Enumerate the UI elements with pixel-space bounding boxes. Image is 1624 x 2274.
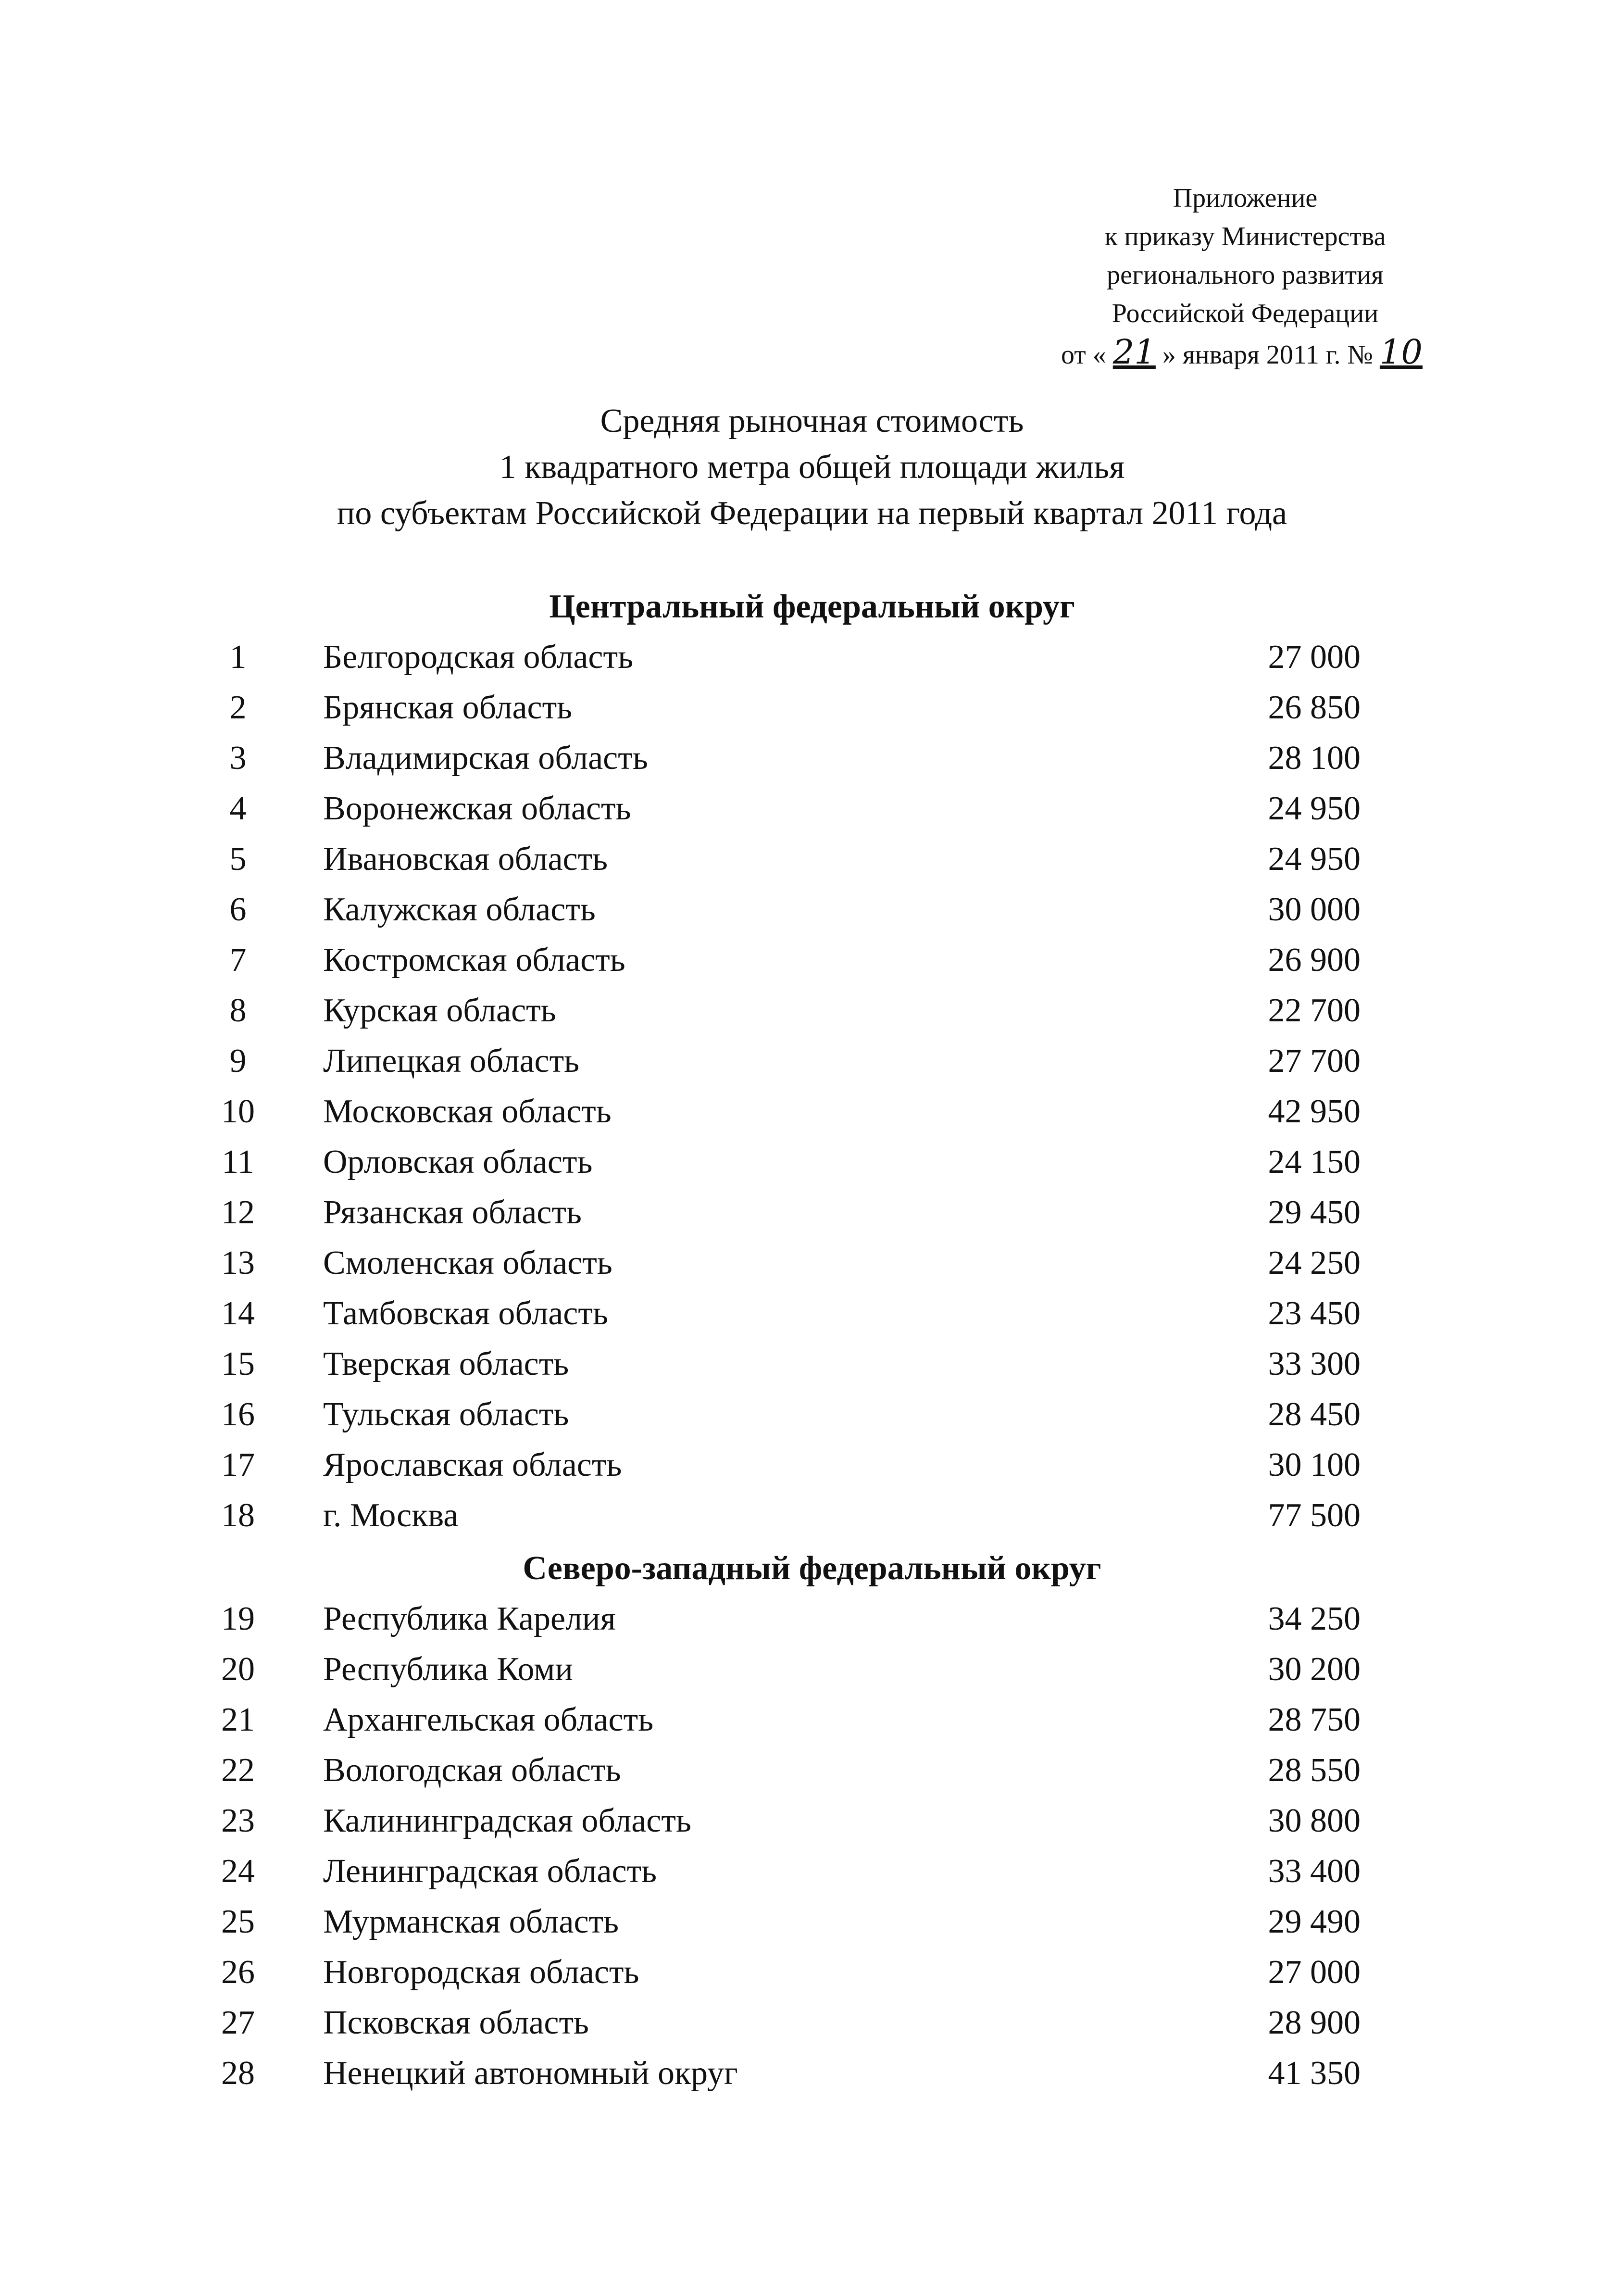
row-number: 5 [229, 841, 247, 878]
row-number: 16 [221, 1396, 255, 1433]
table-row [0, 1339, 1624, 1389]
region-name: Ленинградская область [323, 1853, 657, 1890]
region-name: Тамбовская область [323, 1295, 608, 1332]
handwritten-order-number: 10 [1379, 332, 1423, 372]
region-name: Ивановская область [323, 841, 608, 878]
table-row [0, 2048, 1624, 2098]
region-name: Республика Карелия [323, 1600, 616, 1637]
table-row [0, 1594, 1624, 1644]
table-row [0, 733, 1624, 783]
appendix-line-2: к приказу Министерства [1104, 222, 1386, 251]
price-value: 27 000 [1268, 639, 1361, 676]
appendix-date-line [976, 333, 1514, 374]
region-name: г. Москва [323, 1497, 459, 1534]
table-row [0, 1087, 1624, 1137]
date-middle: » января 2011 г. № [1162, 340, 1373, 370]
region-name: Орловская область [323, 1143, 593, 1181]
handwritten-day: 21 [1112, 332, 1156, 372]
table-row [0, 1036, 1624, 1086]
region-name: Тверская область [323, 1345, 569, 1382]
region-name: Курская область [323, 992, 556, 1029]
row-number: 15 [221, 1345, 255, 1382]
region-name: Калужская область [323, 891, 596, 928]
row-number: 2 [229, 689, 247, 726]
price-value: 23 450 [1268, 1295, 1361, 1332]
row-number: 4 [229, 790, 247, 827]
region-name: Псковская область [323, 2004, 589, 2041]
row-number: 17 [221, 1446, 255, 1483]
table-row [0, 1238, 1624, 1288]
date-prefix: от « [1061, 340, 1106, 370]
price-value: 28 750 [1268, 1701, 1361, 1738]
row-number: 21 [221, 1701, 255, 1738]
row-number: 8 [229, 992, 247, 1029]
table-row [0, 1897, 1624, 1947]
price-value: 34 250 [1268, 1600, 1361, 1637]
row-number: 7 [229, 942, 247, 979]
row-number: 1 [229, 639, 247, 676]
row-number: 6 [229, 891, 247, 928]
region-name: Тульская область [323, 1396, 569, 1433]
appendix-block [976, 179, 1514, 374]
row-number: 19 [221, 1600, 255, 1637]
table-row [0, 1746, 1624, 1796]
region-name: Белгородская область [323, 639, 634, 676]
table-row [0, 1695, 1624, 1745]
price-value: 28 450 [1268, 1396, 1361, 1433]
table-row [0, 1491, 1624, 1541]
region-name: Липецкая область [323, 1043, 580, 1080]
row-number: 12 [221, 1194, 255, 1231]
row-number: 22 [221, 1752, 255, 1789]
appendix-line-3: регионального развития [1107, 260, 1384, 290]
row-number: 26 [221, 1954, 255, 1991]
table-row [0, 834, 1624, 884]
table-row [0, 1289, 1624, 1339]
appendix-line-1: Приложение [1173, 183, 1318, 213]
price-value: 77 500 [1268, 1497, 1361, 1534]
table-row [0, 1796, 1624, 1846]
row-number: 13 [221, 1244, 255, 1281]
region-name: Новгородская область [323, 1954, 639, 1991]
section-heading: Северо-западный федеральный округ [523, 1550, 1101, 1587]
table-row [0, 1390, 1624, 1440]
price-value: 28 900 [1268, 2004, 1361, 2041]
table-row [0, 683, 1624, 733]
price-value: 22 700 [1268, 992, 1361, 1029]
table-row [0, 1847, 1624, 1897]
region-name: Архангельская область [323, 1701, 654, 1738]
price-value: 26 850 [1268, 689, 1361, 726]
section-heading: Центральный федеральный округ [549, 588, 1075, 625]
price-value: 33 300 [1268, 1345, 1361, 1382]
region-name: Республика Коми [323, 1651, 573, 1688]
region-name: Ярославская область [323, 1446, 622, 1483]
table-row [0, 986, 1624, 1036]
price-value: 30 100 [1268, 1446, 1361, 1483]
region-name: Брянская область [323, 689, 573, 726]
table-row [0, 632, 1624, 682]
table-row [0, 1188, 1624, 1238]
row-number: 28 [221, 2055, 255, 2092]
title-line-2: 1 квадратного метра общей площади жилья [499, 449, 1125, 486]
price-value: 27 000 [1268, 1954, 1361, 1991]
region-name: Мурманская область [323, 1903, 619, 1940]
table-row [0, 1947, 1624, 1998]
region-name: Калининградская область [323, 1802, 691, 1839]
row-number: 11 [222, 1143, 254, 1181]
table-row [0, 935, 1624, 985]
region-name: Ненецкий автономный округ [323, 2055, 738, 2092]
price-value: 24 250 [1268, 1244, 1361, 1281]
row-number: 20 [221, 1651, 255, 1688]
row-number: 10 [221, 1093, 255, 1130]
table-row [0, 885, 1624, 935]
title-line-1: Средняя рыночная стоимость [600, 402, 1024, 440]
price-value: 28 100 [1268, 740, 1361, 777]
row-number: 9 [229, 1043, 247, 1080]
price-value: 29 450 [1268, 1194, 1361, 1231]
table-row [0, 1998, 1624, 2048]
price-value: 26 900 [1268, 942, 1361, 979]
price-value: 33 400 [1268, 1853, 1361, 1890]
region-name: Московская область [323, 1093, 612, 1130]
price-value: 27 700 [1268, 1043, 1361, 1080]
price-value: 29 490 [1268, 1903, 1361, 1940]
table-row [0, 1645, 1624, 1695]
row-number: 27 [221, 2004, 255, 2041]
price-value: 24 150 [1268, 1143, 1361, 1181]
price-value: 41 350 [1268, 2055, 1361, 2092]
table-row [0, 784, 1624, 834]
price-value: 24 950 [1268, 841, 1361, 878]
region-name: Смоленская область [323, 1244, 612, 1281]
region-name: Рязанская область [323, 1194, 582, 1231]
row-number: 23 [221, 1802, 255, 1839]
row-number: 3 [229, 740, 247, 777]
price-value: 30 200 [1268, 1651, 1361, 1688]
price-value: 30 800 [1268, 1802, 1361, 1839]
region-name: Воронежская область [323, 790, 631, 827]
price-value: 28 550 [1268, 1752, 1361, 1789]
title-line-3: по субъектам Российской Федерации на первый квартал 2011 года [337, 495, 1287, 532]
appendix-line-4: Российской Федерации [1112, 299, 1379, 328]
region-name: Костромская область [323, 942, 625, 979]
table-row [0, 1440, 1624, 1490]
document-title [0, 398, 1624, 537]
row-number: 18 [221, 1497, 255, 1534]
price-value: 42 950 [1268, 1093, 1361, 1130]
region-name: Вологодская область [323, 1752, 621, 1789]
table-row [0, 1137, 1624, 1187]
row-number: 24 [221, 1853, 255, 1890]
row-number: 25 [221, 1903, 255, 1940]
price-value: 30 000 [1268, 891, 1361, 928]
price-value: 24 950 [1268, 790, 1361, 827]
row-number: 14 [221, 1295, 255, 1332]
region-name: Владимирская область [323, 740, 648, 777]
